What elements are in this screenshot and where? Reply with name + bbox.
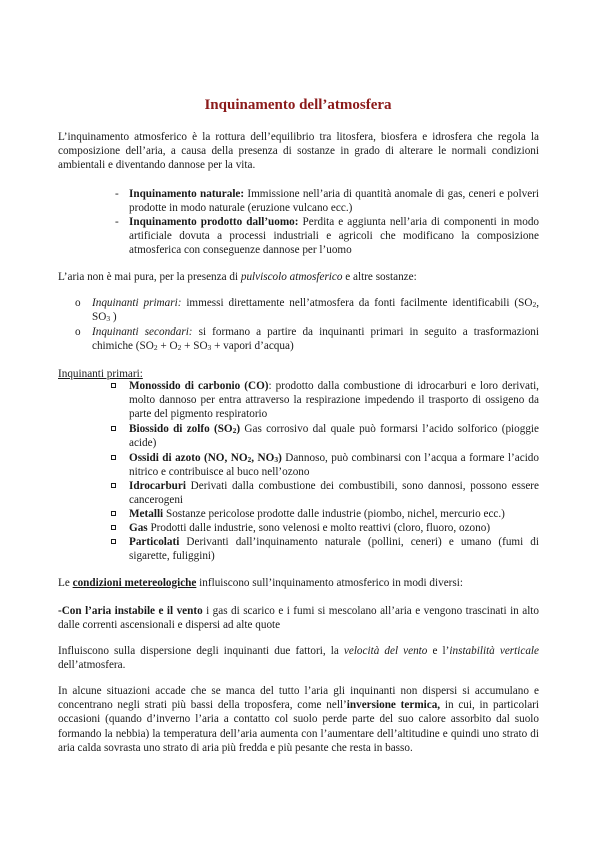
list-item: Metalli Sostanze pericolose prodotte dalle industrie (piombo, nichel, mercurio ecc.) <box>111 507 539 521</box>
primary-heading: Inquinanti primari: <box>58 368 143 380</box>
item-text: Perdita e aggiunta nell’aria di componenti in modo artificiale dovuta a processi industriali e agricoli che modificano la composizione atmosferica con conseguenze dannose per l’uomo <box>129 216 540 257</box>
dispersion-paragraph: Influiscono sulla dispersione degli inquinanti due fattori, la velocità del vento e l’instabilità verticale dell’atmosfera. <box>58 645 539 672</box>
list-item: o Inquinanti secondari: si formano a partire da inquinanti primari in seguito a trasformazioni chimiche ($SO_2 + O_2 + SO_3$ + vapori d’acqua) <box>75 326 539 353</box>
list-item: Monossido di carbonio (CO): prodotto dalla combustione di idrocarburi e loro derivati, molto dannoso per entra attraverso la respirazione impedendo il trasporto di ossigeno da parte del pigmento respiratorio <box>111 379 539 422</box>
meteo-paragraph: Le condizioni metereologiche influiscono sull’inquinamento atmosferico in modi diversi: <box>58 577 463 589</box>
item-text: Immissione nell’aria di quantità anomale di gas, ceneri e polveri prodotte in modo naturale (eruzione vulcano ecc.) <box>129 188 539 215</box>
list-item <box>115 215 539 258</box>
square-bullet-icon <box>111 539 116 544</box>
item-label: Inquinanti secondari: <box>92 326 193 338</box>
list-item: Gas Prodotti dalle industrie, sono velenosi e molto reattivi (cloro, fluoro, ozono) <box>111 521 539 535</box>
dash-marker: - <box>115 216 119 228</box>
inversion-paragraph: In alcune situazioni accade che se manca del tutto l’aria gli inquinanti non dispersi si accumulano e concentrano negli strati più bassi della troposfera, come nell’inversione termica, in cui, in particolari occasioni (quando d’inverno l’aria a contatto col suolo perde parte del suo calore assorbito dal suolo formando la nebbia) la temperatura dell’aria aumenta con l’aumentare dell’altitudine e quindi uno strato di aria calda sovrasta uno strato di aria più fredda e più pesante che resta in basso. <box>58 685 539 754</box>
dash-marker: - <box>115 188 119 200</box>
unstable-paragraph: -Con l’aria instabile e il vento i gas di scarico e i fumi si mescolano all’aria e vengono trascinati in alto dalle correnti ascensionali e dispersi ad alte quote <box>58 605 540 632</box>
item-label: Inquinamento prodotto dall’uomo: <box>129 216 299 228</box>
circle-marker: o <box>75 297 81 309</box>
item-label: Inquinamento naturale: <box>129 188 245 200</box>
list-item: Idrocarburi Derivati dalla combustione dei combustibili, sono dannosi, possono essere cancerogeni <box>111 479 539 507</box>
list-item: o Inquinanti primari: immessi direttamente nell’atmosfera da fonti facilmente identificabili ($SO_2$, $SO_3$ ) <box>75 297 539 324</box>
pure-air-paragraph: L’aria non è mai pura, per la presenza di pulviscolo atmosferico e altre sostanze: <box>58 271 417 283</box>
square-bullet-icon <box>111 525 116 530</box>
list-item: Ossidi di azoto (NO, $NO_2$, $NO_3$) Dannoso, può combinarsi con l’acqua a formare l’acido nitrico e contribuisce al buco nell’ozono <box>111 451 539 479</box>
page-title: Inquinamento dell’atmosfera <box>204 97 392 113</box>
square-bullet-icon <box>111 483 116 488</box>
item-label: Inquinanti primari: <box>92 297 182 309</box>
list-item: Particolati Derivanti dall’inquinamento naturale (pollini, ceneri) e umano (fumi di sigarette, fuliggini) <box>111 535 539 563</box>
square-bullet-icon <box>111 383 116 388</box>
square-bullet-icon <box>111 426 116 431</box>
square-bullet-icon <box>111 511 116 516</box>
square-bullet-icon <box>111 455 116 460</box>
list-item: Biossido di zolfo $(SO_2)$ Gas corrosivo dal quale può formarsi l’acido solforico (pioggie acide) <box>111 422 539 450</box>
circle-marker: o <box>75 326 81 338</box>
list-item <box>115 187 539 215</box>
intro-paragraph: L’inquinamento atmosferico è la rottura dell’equilibrio tra litosfera, biosfera e idrosfera che regola la composizione dell’aria, a causa della presenza di sostanze in grado di alterare le normali condizioni ambientali e diventando dannose per la vita. <box>58 131 539 172</box>
